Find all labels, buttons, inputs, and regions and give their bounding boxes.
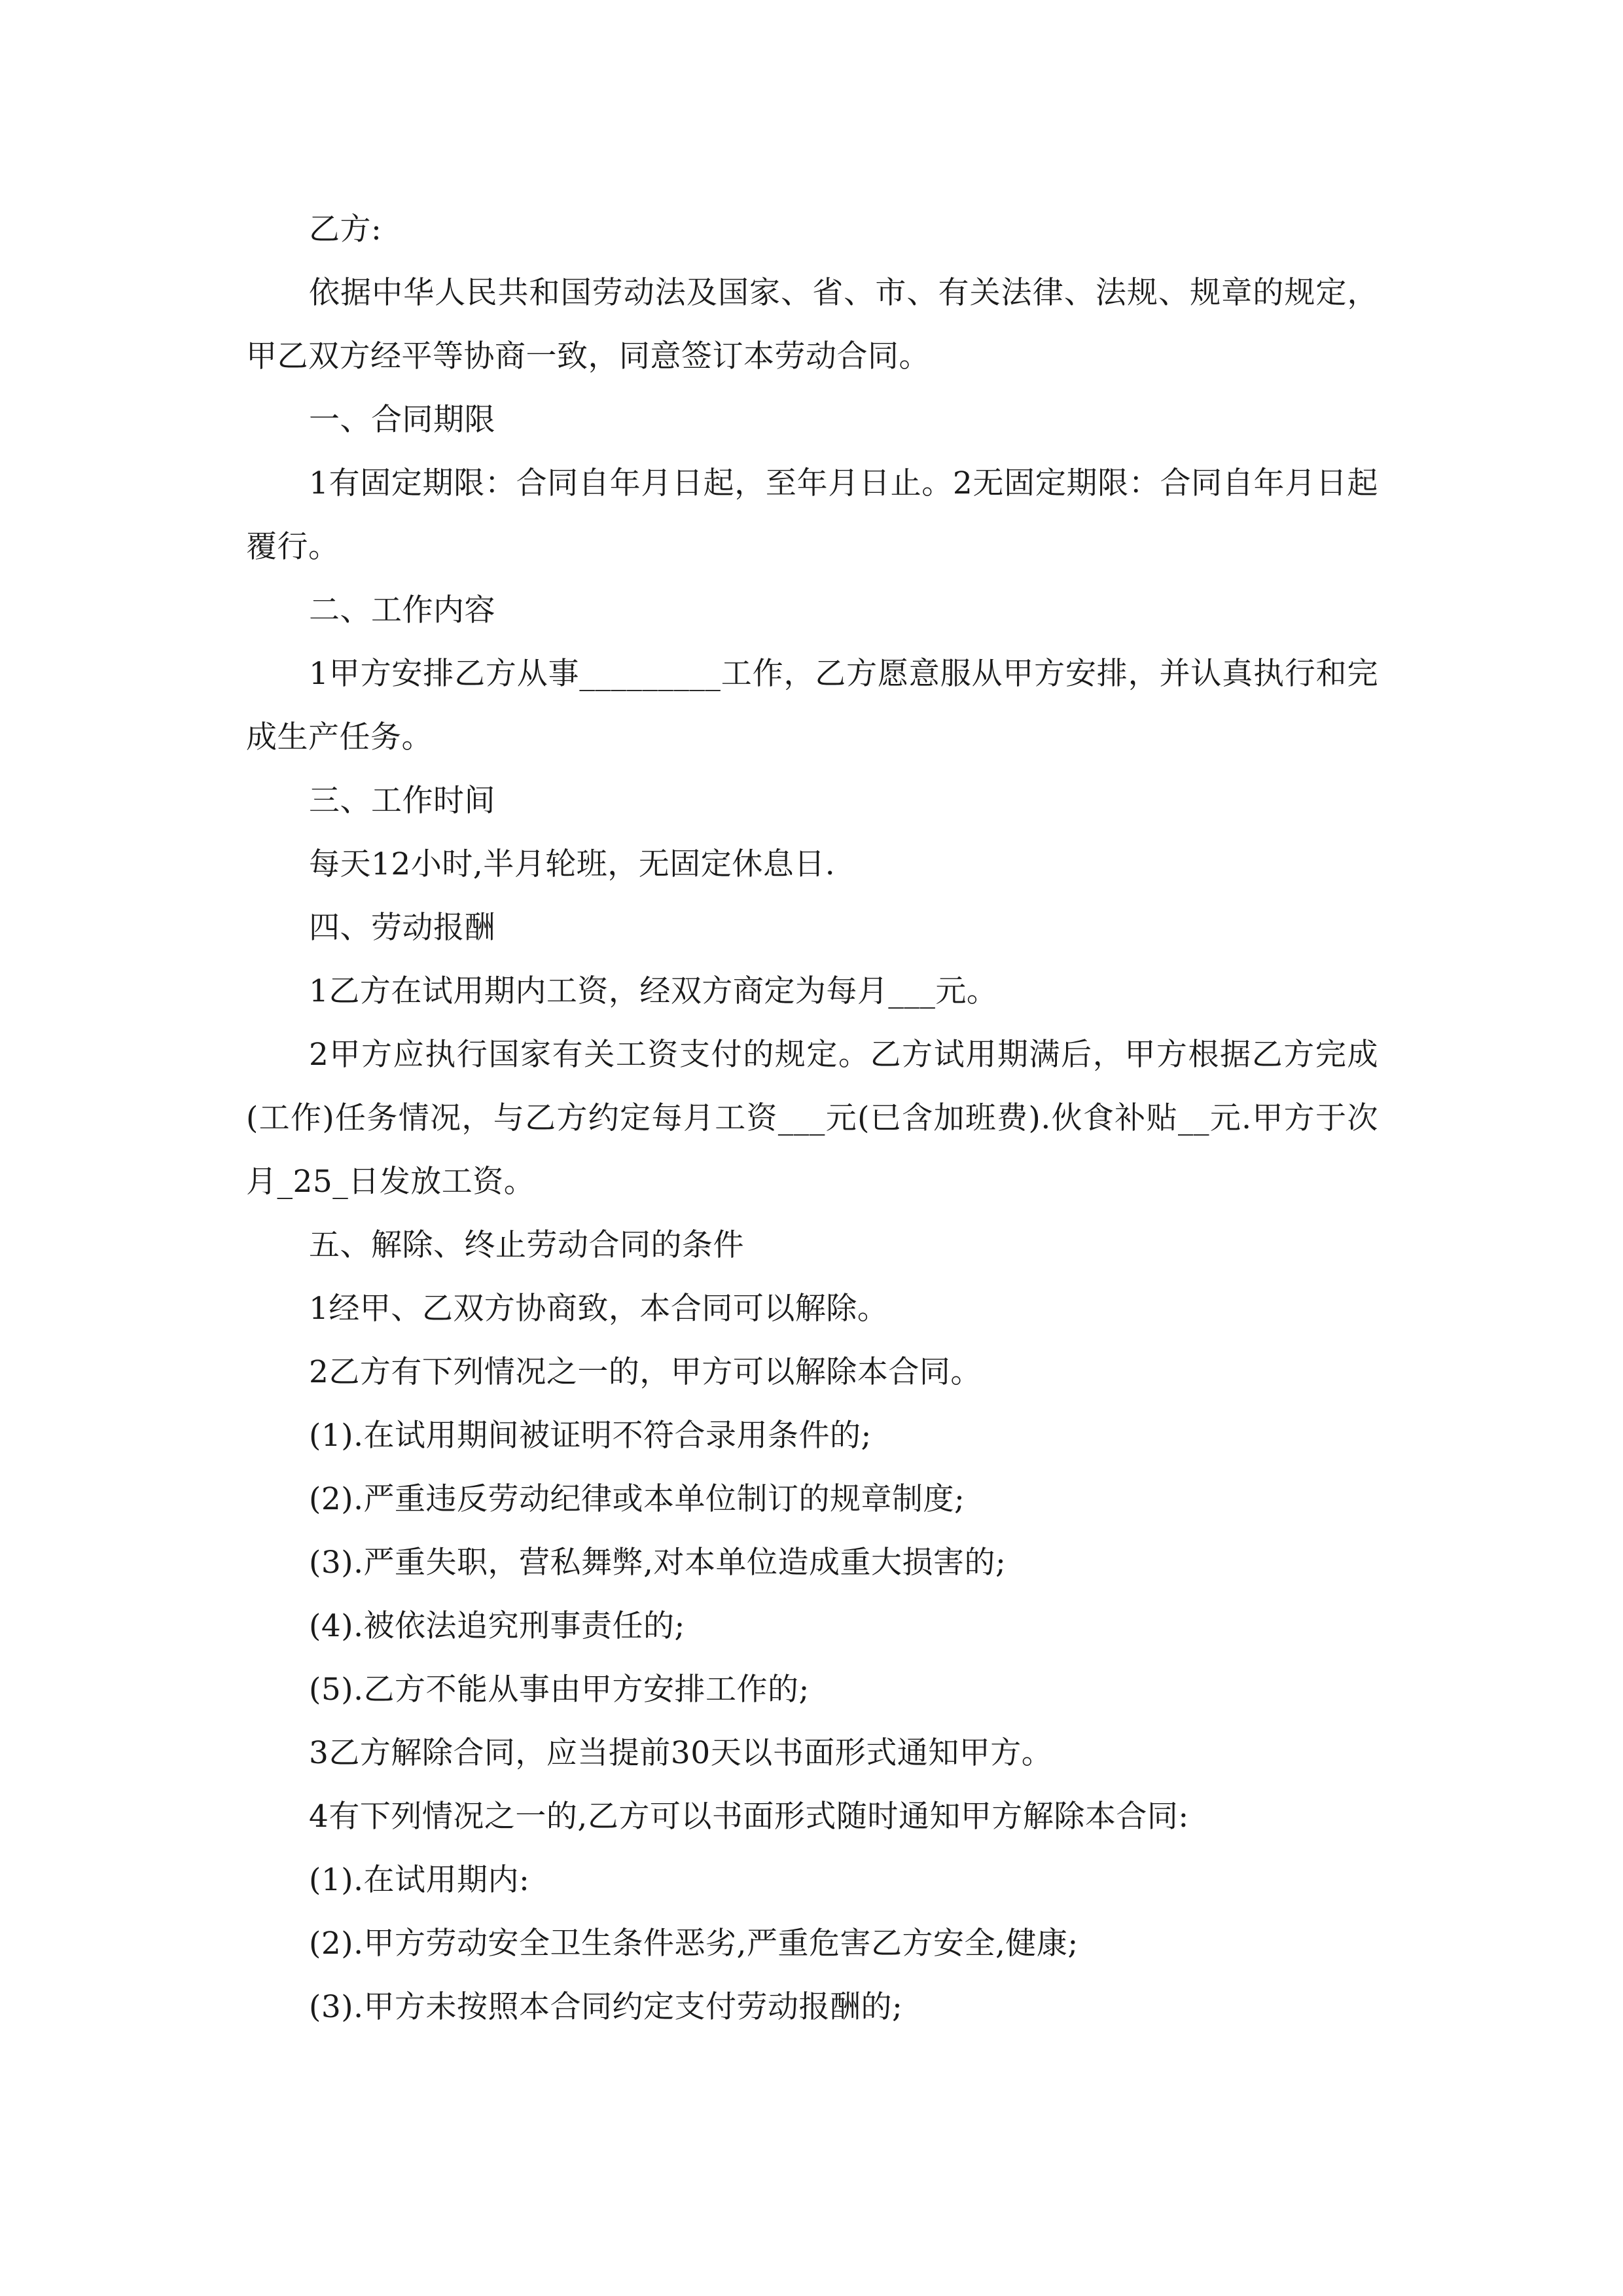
section-heading-termination: 五、解除、终止劳动合同的条件 xyxy=(309,1227,744,1263)
preamble-paragraph: 依据中华人民共和国劳动法及国家、省、市、有关法律、法规、规章的规定，甲乙双方经平等协商一致，同意签订本劳动合同。 xyxy=(246,275,1378,374)
termination-subitem-5: (5).乙方不能从事由甲方安排工作的; xyxy=(309,1672,810,1708)
section-heading-term: 一、合同期限 xyxy=(309,402,495,438)
remuneration-item-2: 2甲方应执行国家有关工资支付的规定。乙方试用期满后，甲方根据乙方完成(工作)任务情况，与乙方约定每月工资___元(已含加班费).伙食补贴__元.甲方于次月_25_日发放工资。 xyxy=(246,1037,1378,1200)
employee-termination-subitem-3: (3).甲方未按照本合同约定支付劳动报酬的; xyxy=(309,1989,903,2025)
termination-subitem-4: (4).被依法追究刑事责任的; xyxy=(309,1608,685,1644)
term-paragraph: 1有固定期限：合同自年月日起，至年月日止。2无固定期限：合同自年月日起覆行。 xyxy=(246,465,1378,565)
section-heading-work-content: 二、工作内容 xyxy=(309,592,495,628)
termination-subitem-3: (3).严重失职，营私舞弊,对本单位造成重大损害的; xyxy=(309,1545,1007,1581)
termination-item-3: 3乙方解除合同，应当提前30天以书面形式通知甲方。 xyxy=(309,1735,1053,1771)
section-heading-remuneration: 四、劳动报酬 xyxy=(309,910,495,946)
work-content-paragraph: 1甲方安排乙方从事_________工作，乙方愿意服从甲方安排，并认真执行和完成生产任务。 xyxy=(246,656,1378,755)
termination-subitem-2: (2).严重违反劳动纪律或本单位制订的规章制度; xyxy=(309,1481,965,1517)
section-heading-work-time: 三、工作时间 xyxy=(309,783,495,819)
work-time-paragraph: 每天12小时,半月轮班，无固定休息日. xyxy=(309,846,836,882)
termination-item-2: 2乙方有下列情况之一的，甲方可以解除本合同。 xyxy=(309,1354,982,1390)
party-b-line: 乙方: xyxy=(309,211,382,247)
employee-termination-subitem-1: (1).在试用期内: xyxy=(309,1862,530,1898)
employee-termination-subitem-2: (2).甲方劳动安全卫生条件恶劣,严重危害乙方安全,健康; xyxy=(309,1926,1079,1962)
termination-item-1: 1经甲、乙双方协商致，本合同可以解除。 xyxy=(309,1291,889,1327)
remuneration-item-1: 1乙方在试用期内工资，经双方商定为每月___元。 xyxy=(309,973,998,1009)
termination-item-4: 4有下列情况之一的,乙方可以书面形式随时通知甲方解除本合同: xyxy=(309,1799,1189,1835)
document-body xyxy=(246,198,1378,2039)
termination-subitem-1: (1).在试用期间被证明不符合录用条件的; xyxy=(309,1418,872,1454)
